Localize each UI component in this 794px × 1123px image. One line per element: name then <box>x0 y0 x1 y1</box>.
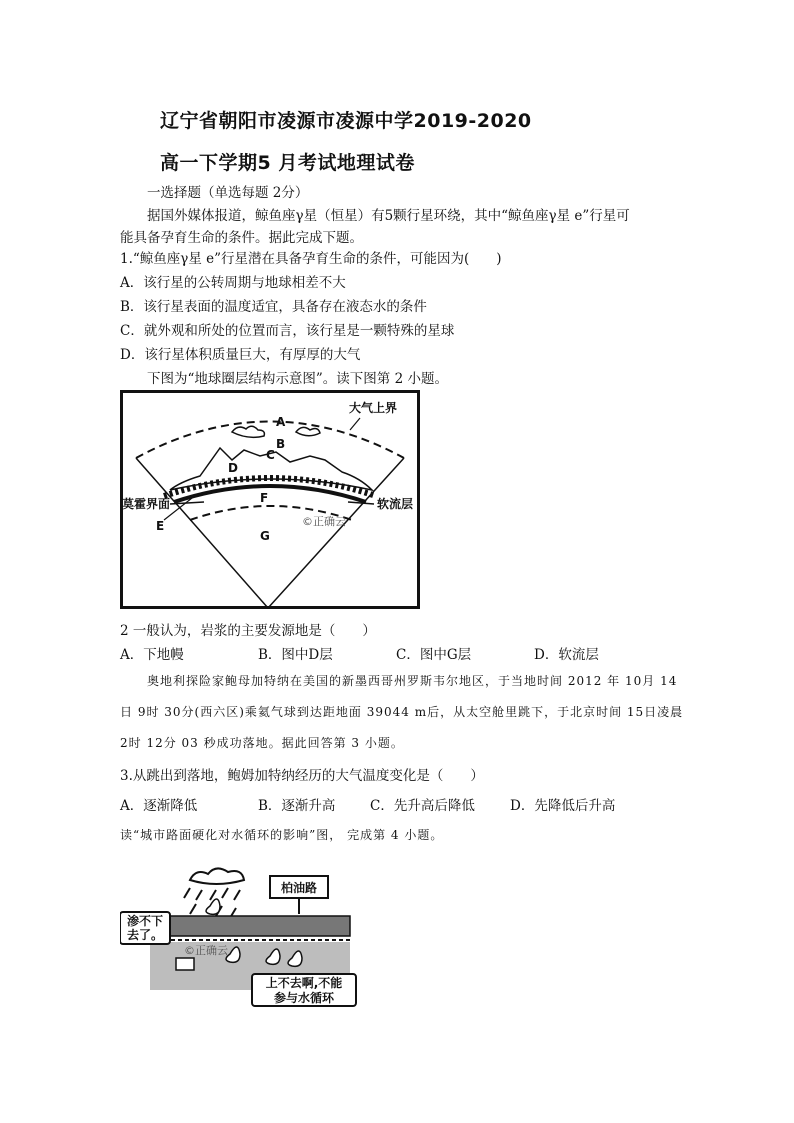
figure-1-caption: 下图为“地球圈层结构示意图”。读下图第 2 小题。 <box>147 371 448 387</box>
label-d: D <box>228 461 238 475</box>
label-c: C <box>266 448 275 462</box>
question-1-option-c: C．就外观和所处的位置而言，该行星是一颗特殊的星球 <box>120 323 455 339</box>
question-2-option-d: D．软流层 <box>534 647 599 663</box>
question-3-option-b: B．逐渐升高 <box>258 798 336 814</box>
label-b: B <box>276 437 286 451</box>
passage-3-line-1: 奥地利探险家鲍母加特纳在美国的新墨西哥州罗斯韦尔地区，于当地时间 2012 年 10月 14 <box>147 674 678 688</box>
cloud-shape <box>296 427 320 435</box>
speech-bubble-right-line-1: 上不去啊,不能 <box>265 976 343 990</box>
question-2-option-a: A．下地幔 <box>120 647 184 663</box>
speech-bubble-right-line-2: 参与水循环 <box>273 991 335 1005</box>
pavement-cartoon-svg <box>120 858 360 1008</box>
label-a: A <box>276 415 286 429</box>
earth-layers-diagram <box>120 390 420 610</box>
droplet-character <box>206 899 220 914</box>
intro-line-1: 据国外媒体报道，鲸鱼座γ星（恒星）有5颗行星环绕，其中“鲸鱼座γ星 e”行星可 <box>147 208 630 224</box>
road-sign-text: 柏油路 <box>280 881 318 895</box>
question-3-option-d: D．先降低后升高 <box>510 798 616 814</box>
pavement-cartoon <box>120 858 360 1008</box>
question-1-stem: 1.“鲸鱼座γ星 e”行星潜在具备孕育生命的条件，可能因为( ) <box>120 251 502 267</box>
speech-bubble-left-line-2: 去了。 <box>126 928 164 942</box>
question-4-caption: 读“城市路面硬化对水循环的影响”图， 完成第 4 小题。 <box>120 828 444 842</box>
watermark: ©正确云 <box>184 944 228 957</box>
passage-3-line-2: 日 9时 30分(西六区)乘氦气球到达距地面 39044 m后，从太空舱里跳下，于北京时间 15日凌晨 <box>120 705 684 719</box>
question-2-stem: 2 一般认为，岩浆的主要发源地是（ ） <box>120 623 376 639</box>
rain-cloud <box>190 868 244 884</box>
asphalt-road <box>150 916 350 936</box>
speech-bubble-left-line-1: 渗不下 <box>126 914 164 928</box>
intro-line-2: 能具备孕育生命的条件。据此完成下题。 <box>120 230 363 246</box>
question-1-option-b: B．该行星表面的温度适宜，具备存在液态水的条件 <box>120 299 427 315</box>
question-3-stem: 3.从跳出到落地，鲍姆加特纳经历的大气温度变化是（ ） <box>120 768 484 784</box>
question-1-option-d: D．该行星体积质量巨大，有厚厚的大气 <box>120 347 361 363</box>
label-g: G <box>260 529 270 543</box>
droplet-character <box>176 958 194 970</box>
question-2-option-b: B．图中D层 <box>258 647 333 663</box>
label-e: E <box>156 519 165 533</box>
passage-3-line-3: 2时 12分 03 秒成功落地。据此回答第 3 小题。 <box>120 736 404 750</box>
label-moho: 莫霍界面 <box>122 497 171 511</box>
question-1-option-a: A．该行星的公转周期与地球相差不大 <box>120 275 346 291</box>
page-title-line1: 辽宁省朝阳市凌源市凌源中学2019-2020 <box>160 110 532 132</box>
question-2-option-c: C．图中G层 <box>396 647 472 663</box>
earth-layers-svg <box>120 390 420 610</box>
label-f: F <box>260 491 269 505</box>
page-title-line2: 高一下学期5 月考试地理试卷 <box>160 152 415 174</box>
label-asthenosphere: 软流层 <box>377 497 414 511</box>
watermark: ©正确云 <box>302 515 346 528</box>
question-3-option-a: A．逐渐降低 <box>120 798 198 814</box>
label-atmosphere-top: 大气上界 <box>349 401 398 415</box>
question-3-option-c: C．先升高后降低 <box>370 798 475 814</box>
section-heading: 一选择题（单选每题 2分） <box>147 185 309 201</box>
